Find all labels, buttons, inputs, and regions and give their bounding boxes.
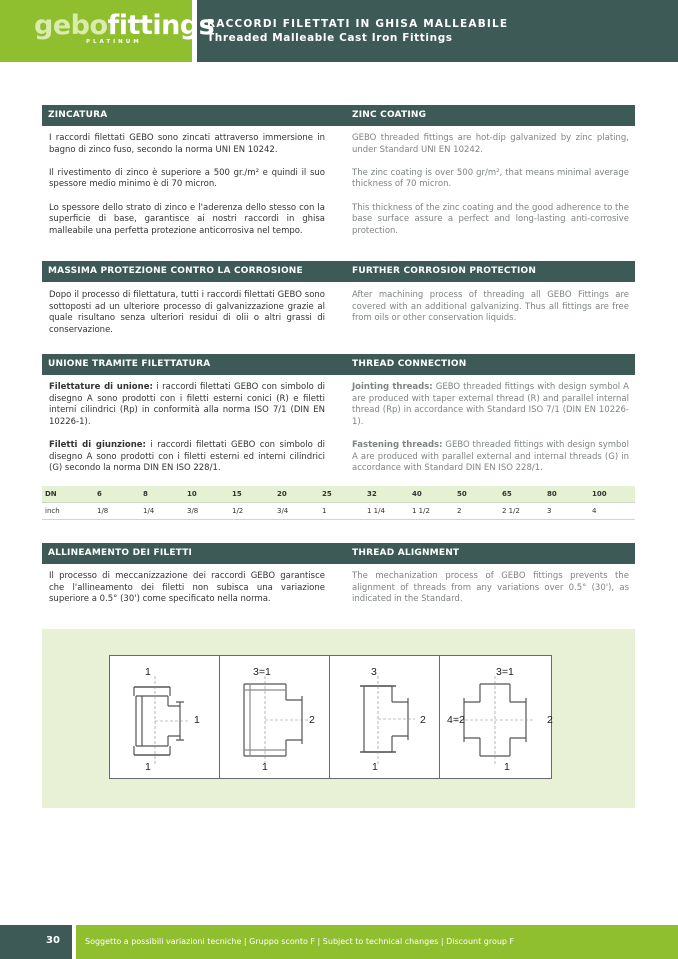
diagram-label-right: 2 — [547, 714, 553, 726]
dn-cell: 100 — [592, 490, 607, 498]
section-title-english: ZINC COATING — [352, 110, 427, 120]
diagram-label-right: 1 — [194, 714, 200, 726]
inch-cell: 1 1/2 — [412, 507, 430, 515]
dn-cell: 40 — [412, 490, 422, 498]
paragraph-body: i raccordi filettati GEBO con simbolo di disegno A sono prodotti con i filetti esterni ed interni cilindrici (G) secondo la norma DIN EN ISO 228/1. — [49, 439, 325, 474]
lead-term: Filetti di giunzione: — [49, 439, 146, 450]
section-title-italian: MASSIMA PROTEZIONE CONTRO LA CORROSIONE — [48, 266, 303, 276]
inch-cell: 1 — [322, 507, 327, 515]
corrosion-text-english — [352, 290, 629, 325]
dn-cell: 65 — [502, 490, 512, 498]
paragraph: Il processo di meccanizzazione dei raccordi GEBO garantisce che l'allineamento dei filetti non subisca una variazione superiore a 0.5° (30') come specificato nella norma. — [49, 571, 325, 605]
footer-divider — [72, 925, 76, 959]
fitting-drawings — [110, 656, 551, 778]
paragraph — [352, 440, 629, 475]
paragraph: Il rivestimento di zinco è superiore a 500 gr./m² e quindi il suo spessore medio minimo è di 70 micron. — [49, 167, 325, 190]
brand-name-second: fittings — [107, 10, 215, 41]
paragraph-body: i raccordi filettati GEBO con simbolo di disegno A sono prodotti con i filetti esterni conici (R) e filetti interni cilindrici (Rp) in conformità alla norma ISO 7/1 (DIN EN 10226-1). — [49, 382, 326, 427]
dn-cell: 32 — [367, 490, 377, 498]
dn-cell: 20 — [277, 490, 287, 498]
diagram-label-bottom: 1 — [262, 761, 268, 773]
inch-cell: 2 — [457, 507, 462, 515]
paragraph: After machining process of threading all GEBO Fittings are covered with an additional galvanizing. Thus all fittings are free from oils or other conservation liquids. — [352, 290, 629, 324]
dn-label: DN — [45, 490, 57, 498]
diagram-label-top: 1 — [145, 666, 151, 678]
lead-term: Fastening threads: — [352, 439, 443, 450]
dn-cell: 25 — [322, 490, 332, 498]
section-title-italian: ALLINEAMENTO DEI FILETTI — [48, 548, 193, 558]
paragraph: This thickness of the zinc coating and the good adherence to the base surface assure a perfect and long-lasting anti-corrosive protection. — [352, 202, 629, 236]
dn-cell: 8 — [143, 490, 148, 498]
inch-cell: 1/4 — [143, 507, 155, 515]
size-table-inch-row — [42, 503, 635, 519]
section-title-english: THREAD CONNECTION — [352, 359, 467, 369]
section-bar-thread-connection — [42, 354, 635, 375]
page-number: 30 — [46, 935, 60, 946]
footer-note: Soggetto a possibili variazioni tecniche | Gruppo sconto F | Subject to technical changes | Discount group F — [85, 937, 515, 946]
lead-term: Filettature di unione: — [49, 382, 153, 392]
header-title-english: Threaded Malleable Cast Iron Fittings — [207, 32, 453, 44]
inch-cell: 1/2 — [232, 507, 244, 515]
size-table-dn-row — [42, 486, 635, 502]
brand-name-main: gebo — [34, 10, 108, 41]
section-bar-zinc-coating — [42, 105, 635, 126]
paragraph-body: GEBO threaded fittings with design symbol A are produced with parallel external and internal threads (G) in accordance with Standard DIN EN ISO 228/1. — [352, 439, 629, 474]
diagram-label-left: 4=2 — [447, 714, 465, 726]
diagram-label-bottom: 1 — [145, 761, 151, 773]
section-title-english: FURTHER CORROSION PROTECTION — [352, 266, 537, 276]
zinc-coating-text-italian — [49, 133, 325, 237]
dn-cell: 10 — [187, 490, 197, 498]
inch-cell: 3/4 — [277, 507, 289, 515]
paragraph: Lo spessore dello strato di zinco e l'aderenza dello stesso con la superficie di base, garantisce ai nostri raccordi in ghisa malleabile una perfetta protezione anticorrosiva nel tempo. — [49, 202, 325, 236]
lead-term: Jointing threads: — [352, 382, 433, 392]
paragraph: I raccordi filettati GEBO sono zincati attraverso immersione in bagno di zinco fuso, secondo la norma UNI EN 10242. — [49, 133, 325, 155]
section-title-italian: UNIONE TRAMITE FILETTATURA — [48, 359, 211, 369]
diagram-label-bottom: 1 — [372, 761, 378, 773]
inch-label: inch — [45, 507, 60, 515]
thread-connection-text-italian — [49, 382, 325, 475]
dn-cell: 15 — [232, 490, 242, 498]
inch-cell: 1/8 — [97, 507, 109, 515]
paragraph-body: GEBO threaded fittings with design symbol A are produced with taper external thread (R) and parallel internal thread (Rp) in accordance with Standard ISO 7/1 (DIN EN 10226-1). — [352, 382, 629, 427]
paragraph — [49, 440, 325, 475]
diagram-label-top: 3=1 — [253, 666, 271, 678]
table-divider — [42, 519, 635, 520]
brand-logo — [34, 10, 214, 41]
inch-cell: 4 — [592, 507, 597, 515]
header-title-italian: RACCORDI FILETTATI IN GHISA MALLEABILE — [207, 18, 509, 30]
paragraph: GEBO threaded fittings are hot-dip galvanized by zinc plating, under Standard UNI EN 10242. — [352, 133, 629, 155]
paragraph — [49, 382, 325, 428]
fitting-diagram-frame — [109, 655, 552, 779]
paragraph: The zinc coating is over 500 gr/m², that means minimal average thickness of 70 micron. — [352, 167, 629, 190]
thread-connection-text-english — [352, 382, 629, 475]
section-bar-thread-alignment — [42, 543, 635, 564]
diagram-label-top: 3 — [371, 666, 377, 678]
section-bar-corrosion-protection — [42, 261, 635, 282]
inch-cell: 2 1/2 — [502, 507, 520, 515]
paragraph — [352, 382, 629, 428]
paragraph: The mechanization process of GEBO fittings prevents the alignment of threads from any variations over 0.5° (30'), as indicated in the Standard. — [352, 571, 629, 605]
dn-cell: 80 — [547, 490, 557, 498]
section-title-english: THREAD ALIGNMENT — [352, 548, 460, 558]
zinc-coating-text-english — [352, 133, 629, 237]
page-number-block — [0, 925, 72, 959]
inch-cell: 3/8 — [187, 507, 199, 515]
section-title-italian: ZINCATURA — [48, 110, 108, 120]
paragraph: Dopo il processo di filettatura, tutti i raccordi filettati GEBO sono sottoposti ad un ulteriore processo di galvanizzazione grazie al quale risultano senza ulteriori residui di olii o altri grassi di conservazione. — [49, 290, 325, 335]
diagram-label-right: 2 — [309, 714, 315, 726]
diagram-label-bottom: 1 — [504, 761, 510, 773]
corrosion-text-italian — [49, 290, 325, 336]
dn-cell: 6 — [97, 490, 102, 498]
inch-cell: 1 1/4 — [367, 507, 385, 515]
dn-cell: 50 — [457, 490, 467, 498]
diagram-label-top: 3=1 — [496, 666, 514, 678]
inch-cell: 3 — [547, 507, 552, 515]
thread-alignment-text-italian — [49, 571, 325, 606]
brand-subtitle: PLATINUM — [86, 39, 142, 45]
thread-alignment-text-english — [352, 571, 629, 606]
diagram-label-right: 2 — [420, 714, 426, 726]
